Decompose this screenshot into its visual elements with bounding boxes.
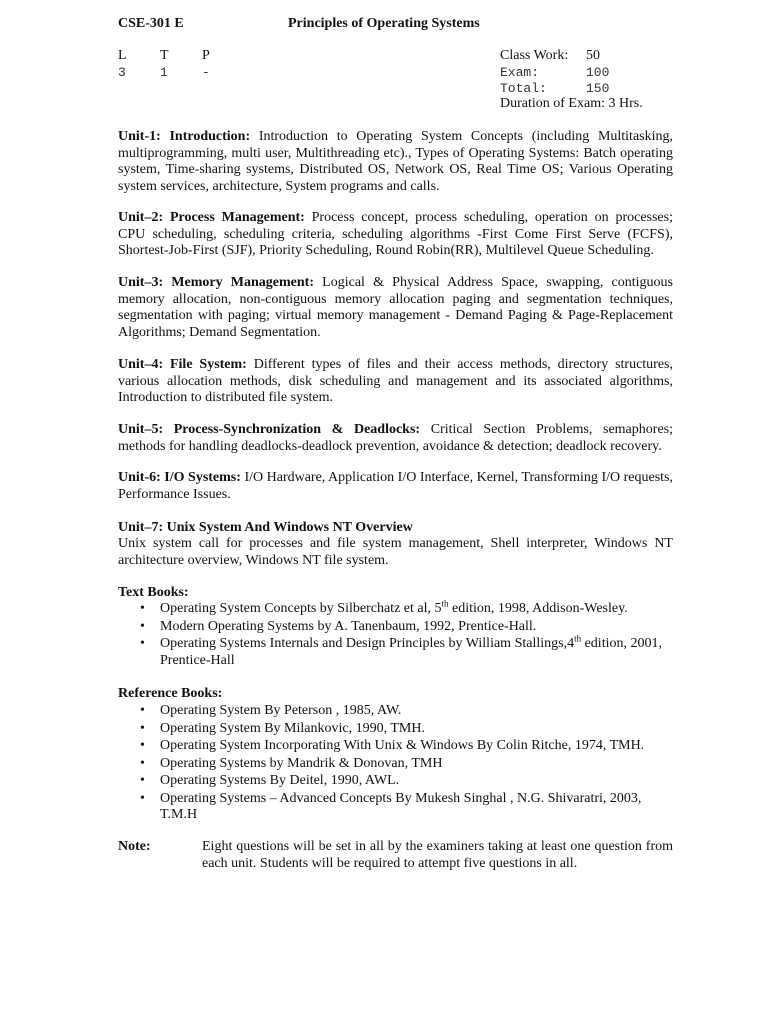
text-books-list	[118, 598, 673, 670]
class-work-value: 50	[586, 48, 600, 63]
unit-2	[118, 210, 673, 260]
unit-heading: Unit–3: Memory Management:	[118, 275, 314, 290]
unit-text: Critical Section Problems, semaphores; methods for handling deadlocks-deadlock prevention, avoidance & detection; deadlock recovery.	[118, 422, 673, 454]
list-item: • Operating System Incorporating With Unix & Windows By Colin Ritche, 1974, TMH.	[140, 738, 645, 753]
total-label: Total:	[500, 81, 547, 96]
ltp-value-p: -	[202, 65, 210, 80]
unit-text: Logical & Physical Address Space, swapping, contiguous memory allocation, non-contiguous memory allocation paging and segmentation techniques, segmentation with paging; virtual memory management - Demand Paging & Page-Replacement Algorithms; Demand Segmentation.	[118, 275, 673, 340]
unit-3	[118, 275, 673, 341]
unit-1	[118, 129, 673, 195]
exam-duration: Duration of Exam: 3 Hrs.	[500, 96, 643, 111]
unit-text: Process concept, process scheduling, operation on processes; CPU scheduling, scheduling criteria, scheduling algorithms -First Come First Serve (FCFS), Shortest-Job-First (SJF), Priority Scheduling, Round Robin(RR), Multilevel Queue Scheduling.	[118, 210, 673, 258]
unit-heading: Unit-1: Introduction:	[118, 129, 251, 144]
unit-4	[118, 357, 673, 407]
bullet: •	[140, 738, 145, 753]
list-item: • Operating System By Milankovic, 1990, TMH.	[140, 720, 425, 736]
bullet: •	[140, 720, 145, 736]
unit-6	[118, 470, 673, 503]
unit-7-text: Unix system call for processes and file system management, Shell interpreter, Windows NT architecture overview, Windows NT file system.	[118, 536, 673, 568]
reference-books-heading: Reference Books:	[118, 686, 223, 701]
unit-heading: Unit–2: Process Management:	[118, 210, 305, 225]
ltp-header-p: P	[202, 48, 210, 63]
ltp-value-l: 3	[118, 65, 126, 80]
list-item: • Operating Systems By Deitel, 1990, AWL.	[140, 773, 400, 788]
list-item: • Operating System Concepts by Silberchatz et al, 5th edition, 1998, Addison-Wesley.	[140, 598, 628, 616]
reference-books-list	[118, 703, 673, 825]
course-code: CSE-301 E	[118, 16, 184, 31]
total-value: 150	[586, 81, 610, 96]
class-work-label: Class Work:	[500, 48, 569, 63]
bullet: •	[140, 790, 145, 806]
unit-heading: Unit–5: Process-Synchronization & Deadlocks:	[118, 422, 421, 437]
exam-label: Exam:	[500, 65, 540, 80]
ltp-header-t: T	[160, 48, 169, 63]
ltp-value-t: 1	[160, 65, 168, 80]
course-title: Principles of Operating Systems	[288, 16, 480, 31]
note-label: Note:	[118, 839, 151, 854]
bullet: •	[140, 773, 145, 788]
bullet: •	[140, 755, 145, 771]
unit-heading: Unit-6: I/O Systems:	[118, 470, 241, 485]
unit-7-heading: Unit–7: Unix System And Windows NT Overview	[118, 520, 413, 535]
unit-text: I/O Hardware, Application I/O Interface, Kernel, Transforming I/O requests, Performance Issues.	[118, 470, 673, 502]
list-item: • Operating Systems – Advanced Concepts By Mukesh Singhal , N.G. Shivaratri, 2003, T.M.H	[140, 790, 642, 822]
list-item: • Modern Operating Systems by A. Tanenbaum, 1992, Prentice-Hall.	[140, 618, 537, 634]
bullet: •	[140, 618, 145, 634]
exam-value: 100	[586, 65, 610, 80]
bullet: •	[140, 601, 145, 616]
list-item: • Operating Systems by Mandrik & Donovan, TMH	[140, 755, 443, 771]
unit-text: Different types of files and their access methods, directory structures, various allocation methods, disk scheduling and management and its associated algorithms, Introduction to distributed file system.	[118, 357, 673, 405]
list-item: • Operating Systems Internals and Design Principles by William Stallings,4th edition, 2001, Prentice-Hall	[140, 633, 662, 668]
text-books-heading: Text Books:	[118, 585, 189, 600]
unit-text: Introduction to Operating System Concepts (including Multitasking, multiprogramming, multi user, Multithreading etc)., Types of Operating Systems: Batch operating system, Time-sharing systems, Distributed OS, Network OS, Real Time OS; Various Operating system services, architecture, System programs and calls.	[118, 129, 674, 194]
unit-5	[118, 422, 673, 455]
note-text: Eight questions will be set in all by the examiners taking at least one question from each unit. Students will be required to attempt five questions in all.	[202, 839, 673, 871]
bullet: •	[140, 636, 145, 651]
unit-heading: Unit–4: File System:	[118, 357, 247, 372]
bullet: •	[140, 703, 145, 718]
ltp-header-l: L	[118, 48, 127, 63]
list-item: • Operating System By Peterson , 1985, AW.	[140, 703, 402, 718]
